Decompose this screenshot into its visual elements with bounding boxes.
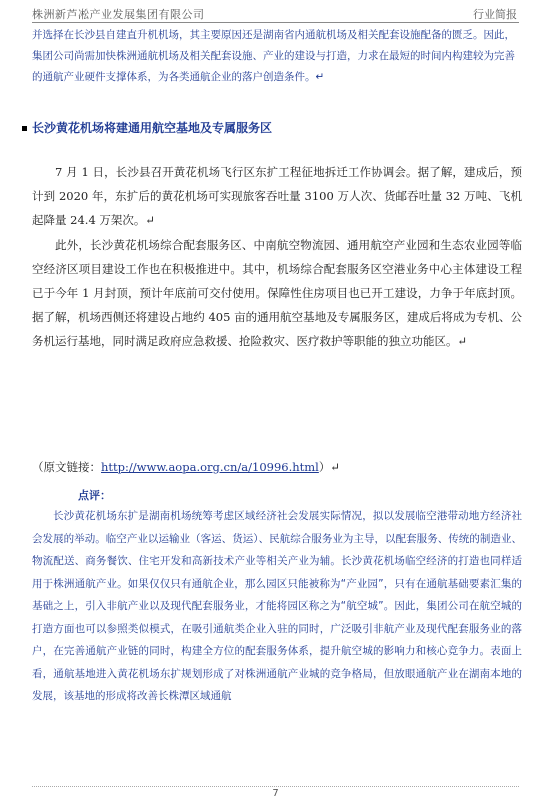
source-line [32,455,522,479]
section-title [22,119,522,136]
page-header [32,4,519,23]
source-prefix: （原文链接： [32,460,101,474]
page-number: 7 [272,788,279,799]
comment-paragraph: 长沙黄花机场东扩是湖南机场统筹考虑区域经济社会发展实际情况，拟以发展临空港带动地方经济社会发展的举动。临空产业以运输业（客运、货运）、民航综合服务业为主导，以配套服务、传统的制造业、物流配送、商务餐饮、住宅开发和高新技术产业等相关产业为辅。长沙黄花机场临空经济的打造也同样适用于株洲通航产业。如果仅仅只有通航企业，那么园区只能被称为“产业园”，只有在通航基础要素汇集的基础之上，引入非航产业以及现代配套服务业，才能将园区称之为“航空城”。因此，集团公司在航空城的打造方面也可以参照类似模式，在吸引通航类企业入驻的同时，广泛吸引非航产业及现代配套服务业的落户，在完善通航产业链的同时，构建全方位的配套服务体系，提升航空城的影响力和核心竞争力。表面上看，通航基地进入黄花机场东扩规划形成了对株洲通航产业城的竞争格局，但放眼通航产业在湖南本地的发展，该基地的形成将改善长株潭区域通航 [32,510,522,702]
footer-divider [32,786,519,787]
header-organization: 株洲新芦凇产业发展集团有限公司 [32,8,205,21]
section-title-text: 长沙黄花机场将建通用航空基地及专属服务区 [32,121,273,135]
source-suffix: ）↵ [318,460,340,474]
source-link[interactable]: http://www.aopa.org.cn/a/10996.html [101,460,319,474]
bullet-icon [22,126,27,131]
body-paragraph-2: 此外，长沙黄花机场综合配套服务区、中南航空物流园、通用航空产业园和生态农业园等临空经济区项目建设工作也在积极推进中。其中，机场综合配套服务区空港业务中心主体建设工程已于今年 1 月封顶，预计年底前可交付使用。保障性住房项目也已开工建设，力争于年底封顶。据了解，机场西侧还将建设占地约 405 亩的通用航空基地及专属服务区，建成后将成为专机、公务机运行基地，同时满足政府应急救援、抢险救灾、医疗救护等职能的独立功能区。↵ [32,238,522,348]
body-paragraph-1: 7 月 1 日，长沙县召开黄花机场飞行区东扩工程征地拆迁工作协调会。据了解，建成后，预计到 2020 年，东扩后的黄花机场可实现旅客吞吐量 3100 万人次、货邮吞吐量 32 万吨、飞机起降量 24.4 万架次。↵ [32,165,522,227]
top-paragraph: 并选择在长沙县自建直升机机场，其主要原因还是湖南省内通航机场及相关配套设施配备的匮乏。因此，集团公司尚需加快株洲通航机场及相关配套设施、产业的建设与打造，力求在最短的时间内构建较为完善的通航产业硬件支撑体系，为各类通航企业的落户创造条件。↵ [32,29,515,83]
comment-label: 点评： [78,489,111,502]
header-document-type: 行业简报 [473,8,517,21]
